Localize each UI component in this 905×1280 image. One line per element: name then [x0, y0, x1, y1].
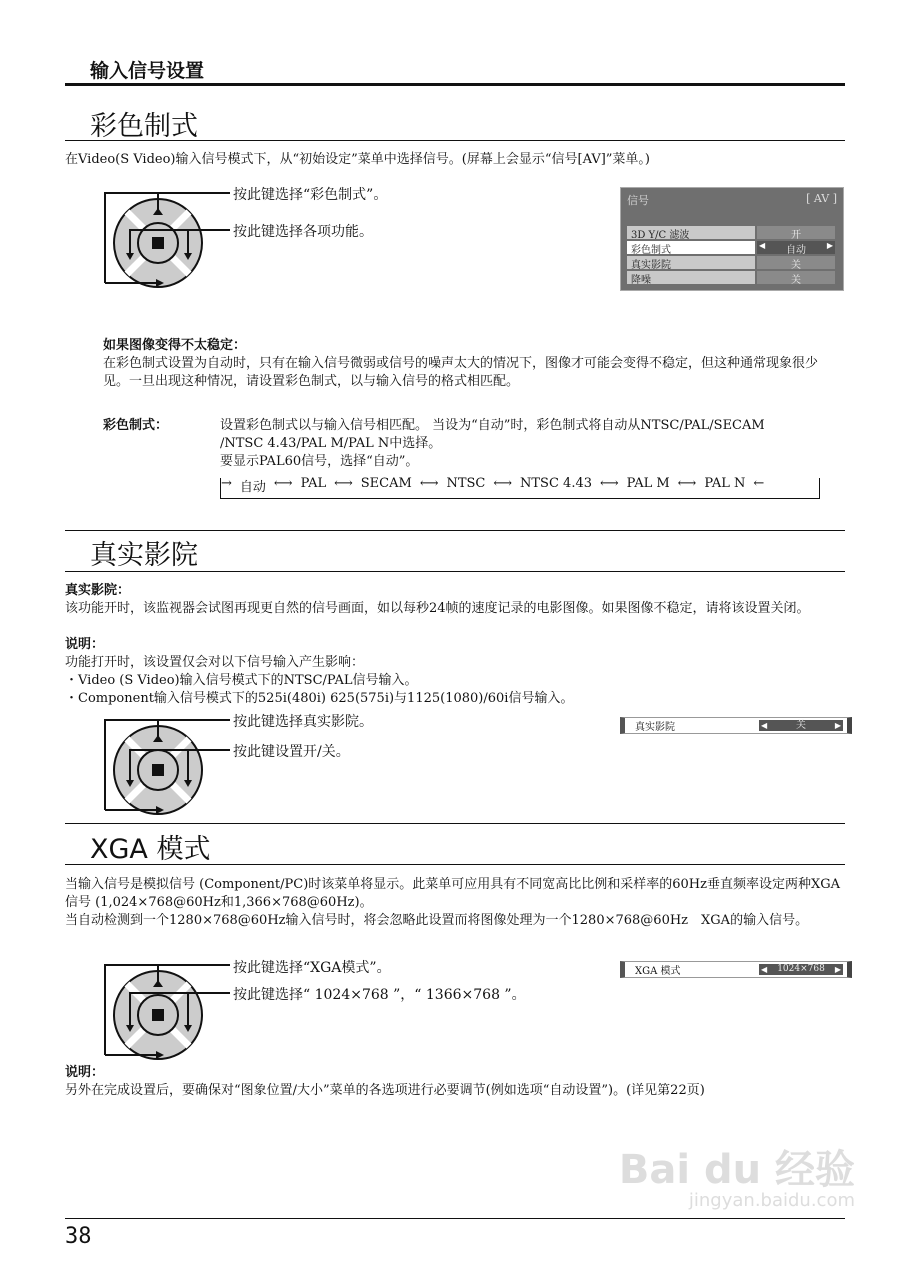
right-arrow-icon: ▶ [834, 965, 841, 974]
remote-label: 按此键选择各项功能。 [233, 224, 373, 240]
bullet-item: ・Video (S Video)输入信号模式下的NTSC/PAL信号输入。 [65, 673, 418, 688]
section-title: XGA 模式 [90, 834, 211, 865]
intro-text: 在Video(S Video)输入信号模式下，从“初始设定”菜单中选择信号。(屏幕上会显示“信号[AV]”菜单。) [65, 152, 651, 167]
definition-label: 彩色制式： [103, 418, 169, 433]
menu-source: [ AV ] [806, 192, 837, 205]
remote-label: 按此键选择真实影院。 [233, 714, 373, 730]
divider [65, 571, 845, 572]
menu-row-value: 开 [757, 226, 835, 239]
cycle-item: NTSC [446, 476, 486, 491]
cycle-item: 自动 [239, 480, 266, 495]
cycle-item: PAL N [704, 476, 746, 491]
menu-row[interactable] [627, 256, 835, 269]
menu-row-label: 降噪 [627, 271, 755, 284]
cycle-sequence [221, 476, 768, 495]
divider [65, 864, 845, 865]
menu-row-label: 真实影院 [627, 256, 755, 269]
right-arrow-icon: ▶ [834, 721, 841, 730]
remote-dpad-icon [100, 955, 235, 1060]
menu-row-value: 1024×768 [777, 964, 825, 974]
note-heading: 说明： [65, 1065, 105, 1080]
definition-line: /NTSC 4.43/PAL M/PAL N中选择。 [220, 436, 442, 451]
xga-menu-strip[interactable] [620, 961, 852, 978]
remote-label: 按此键设置开/关。 [233, 744, 350, 760]
arrow-icon: ← [753, 476, 765, 491]
cycle-item: PAL [300, 476, 327, 491]
xga-text: 当自动检测到一个1280×768@60Hz输入信号时，将会忽略此设置而将图像处理为一个1280×768@60Hz XGA的输入信号。 [65, 913, 809, 928]
left-arrow-icon: ◀ [761, 721, 768, 730]
footer-divider [65, 1218, 845, 1219]
menu-row-label: 3D Y/C 滤波 [627, 226, 755, 239]
xga-text: 当输入信号是模拟信号 (Component/PC)时该菜单将显示。此菜单可应用具有不同宽高比比例和采样率的60Hz垂直频率设定两种XGA信号 (1,024×768@60Hz和1,366×768@60Hz)。 [65, 877, 841, 910]
bidirectional-arrow-icon: ⟷ [419, 476, 439, 491]
baidu-watermark: Bai du 经验 jingyan.baidu.com [618, 1147, 855, 1211]
cinema-heading: 真实影院： [65, 583, 131, 598]
menu-row-value: 关 [757, 256, 835, 269]
bidirectional-arrow-icon: ⟷ [600, 476, 619, 491]
menu-row[interactable] [627, 226, 835, 239]
menu-row-value: 关 [796, 720, 806, 731]
section-title: 彩色制式 [90, 111, 198, 142]
bidirectional-arrow-icon: ⟷ [334, 476, 353, 491]
signal-menu [620, 187, 844, 291]
bullet-item: ・Component输入信号模式下的525i(480i) 625(575i)与1125(1080)/60i信号输入。 [65, 691, 574, 706]
divider [65, 823, 845, 824]
menu-row-label: 真实影院 [635, 722, 675, 733]
remote-label: 按此键选择“彩色制式”。 [233, 187, 388, 203]
left-arrow-icon: ◀ [759, 241, 766, 250]
menu-row-label: 彩色制式 [627, 241, 755, 254]
right-arrow-icon: ▶ [826, 241, 833, 250]
menu-row[interactable] [627, 271, 835, 284]
definition-line: 要显示PAL60信号，选择“自动”。 [220, 454, 419, 469]
cycle-item: NTSC 4.43 [520, 476, 592, 491]
bidirectional-arrow-icon: ⟷ [677, 476, 697, 491]
remote-label: 按此键选择“ 1024×768 ”，“ 1366×768 ”。 [233, 987, 526, 1003]
divider [65, 83, 845, 86]
note-text: 功能打开时，该设置仅会对以下信号输入产生影响： [65, 655, 365, 670]
remote-dpad-icon [100, 710, 235, 815]
section-title: 真实影院 [90, 540, 198, 571]
cinema-menu-strip[interactable] [620, 717, 852, 734]
cinema-text: 该功能开时，该监视器会试图再现更自然的信号画面，如以每秒24帧的速度记录的电影图像。如果图像不稳定，请将该设置关闭。 [65, 601, 810, 616]
note-heading: 说明： [65, 637, 105, 652]
menu-title: 信号 [627, 194, 649, 207]
left-arrow-icon: ◀ [761, 965, 768, 974]
bidirectional-arrow-icon: ⟷ [493, 476, 513, 491]
note-text: 另外在完成设置后，要确保对“图象位置/大小”菜单的各选项进行必要调节(例如选项“自动设置”)。(详见第22页) [65, 1083, 705, 1098]
definition-line: 设置彩色制式以与输入信号相匹配。 当设为“自动”时，彩色制式将自动从NTSC/PAL/SECAM [220, 418, 765, 433]
remote-dpad-icon [100, 183, 235, 288]
menu-row-value: 自动 [786, 245, 806, 256]
arrow-icon: → [221, 476, 232, 491]
divider [65, 530, 845, 531]
section-header: 输入信号设置 [90, 60, 205, 82]
page-number: 38 [65, 1224, 92, 1249]
unstable-text: 在彩色制式设置为自动时，只有在输入信号微弱或信号的噪声太大的情况下，图像才可能会变得不稳定，但这种通常现象很少见。一旦出现这种情况，请设置彩色制式，以与输入信号的格式相匹配。 [103, 356, 819, 389]
bidirectional-arrow-icon: ⟷ [273, 476, 293, 491]
menu-row-label: XGA 模式 [635, 966, 681, 977]
menu-row-selected[interactable] [627, 241, 835, 254]
divider [65, 140, 845, 141]
unstable-heading: 如果图像变得不太稳定： [103, 338, 247, 353]
remote-label: 按此键选择“XGA模式”。 [233, 960, 391, 976]
cycle-item: SECAM [360, 476, 412, 491]
menu-row-value: 关 [757, 271, 835, 284]
cycle-item: PAL M [626, 476, 670, 491]
